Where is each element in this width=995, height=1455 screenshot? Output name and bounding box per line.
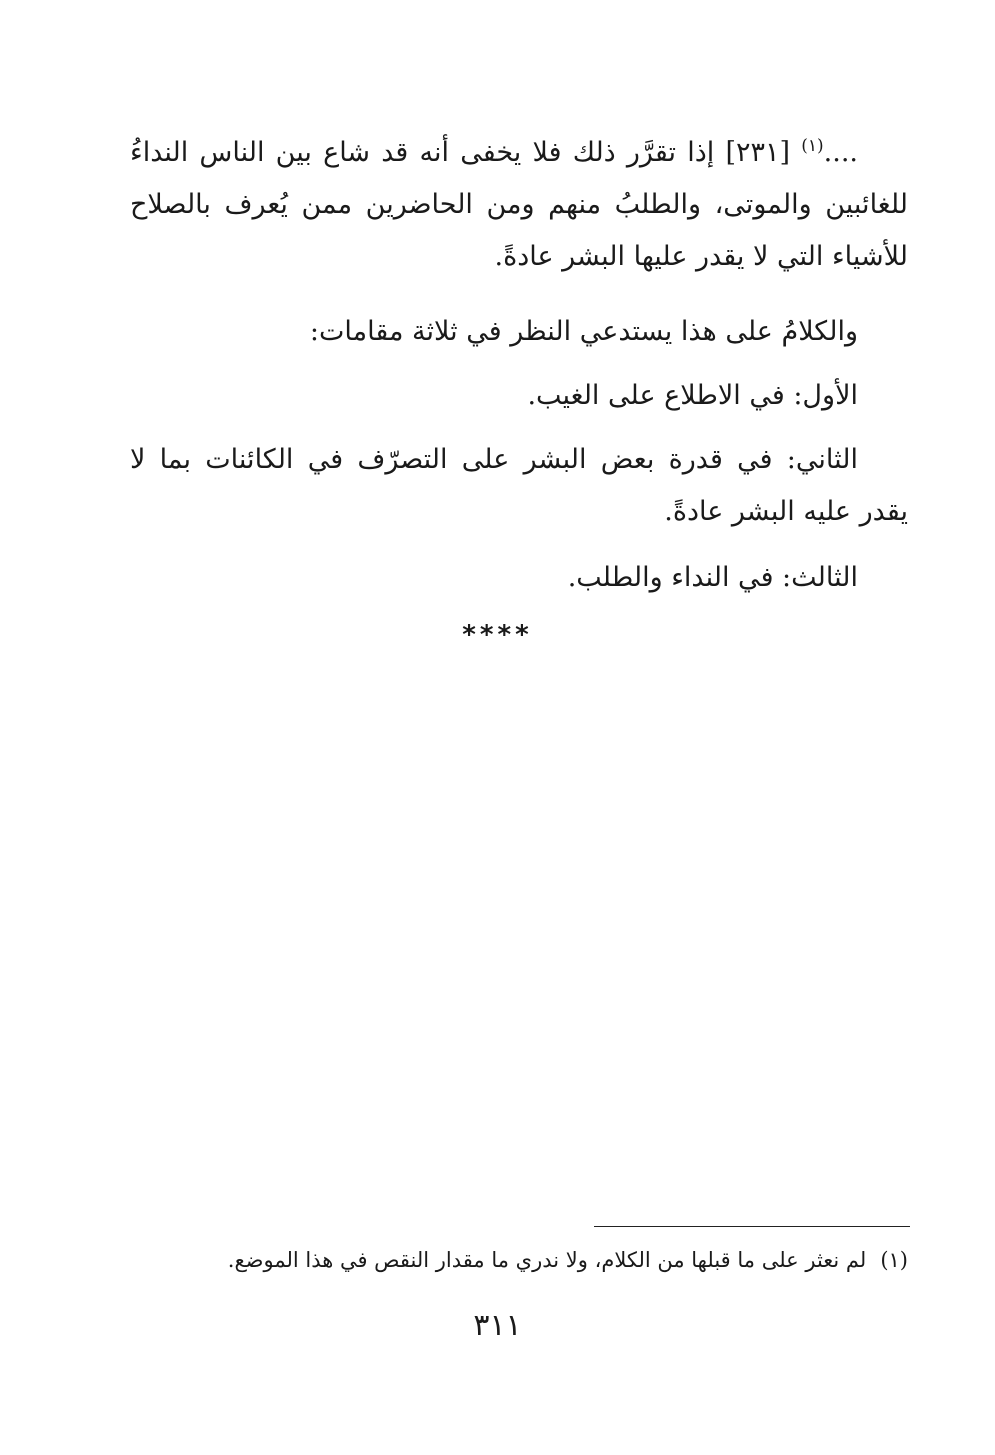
paragraph-text: الأول: في الاطلاع على الغيب. bbox=[527, 380, 858, 411]
intro-paragraph bbox=[130, 127, 908, 283]
footnote-divider bbox=[594, 1226, 910, 1227]
footnote-text: لم نعثر على ما قبلها من الكلام، ولا ندري ما مقدار النقص في هذا الموضع. bbox=[227, 1248, 867, 1272]
intro-text: إذا تقرَّر ذلك فلا يخفى أنه قد شاع بين الناس النداءُ للغائبين والموتى، والطلبُ منهم ومن الحاضرين ممن يُعرف بالصلاح للأشياء التي لا يقدر عليها البشر عادةً. bbox=[130, 137, 908, 272]
paragraph-first-station bbox=[130, 370, 908, 422]
footnote-reference[interactable]: (١) bbox=[801, 136, 824, 156]
footnote-number: (١) bbox=[880, 1248, 908, 1272]
paragraph-text: والكلامُ على هذا يستدعي النظر في ثلاثة مقامات: bbox=[309, 316, 858, 347]
section-separator: **** bbox=[462, 620, 533, 650]
page-reference: [٢٣١] bbox=[725, 137, 791, 168]
paragraph-third-station bbox=[130, 552, 908, 604]
ellipsis: .... bbox=[823, 137, 859, 168]
footnote bbox=[130, 1240, 908, 1280]
paragraph-stations bbox=[130, 306, 908, 358]
paragraph-text: الثالث: في النداء والطلب. bbox=[567, 562, 858, 593]
page-number: ٣١١ bbox=[473, 1308, 522, 1343]
paragraph-second-station bbox=[130, 434, 908, 538]
paragraph-text: الثاني: في قدرة بعض البشر على التصرّف في الكائنات بما لا يقدر عليه البشر عادةً. bbox=[130, 444, 908, 527]
